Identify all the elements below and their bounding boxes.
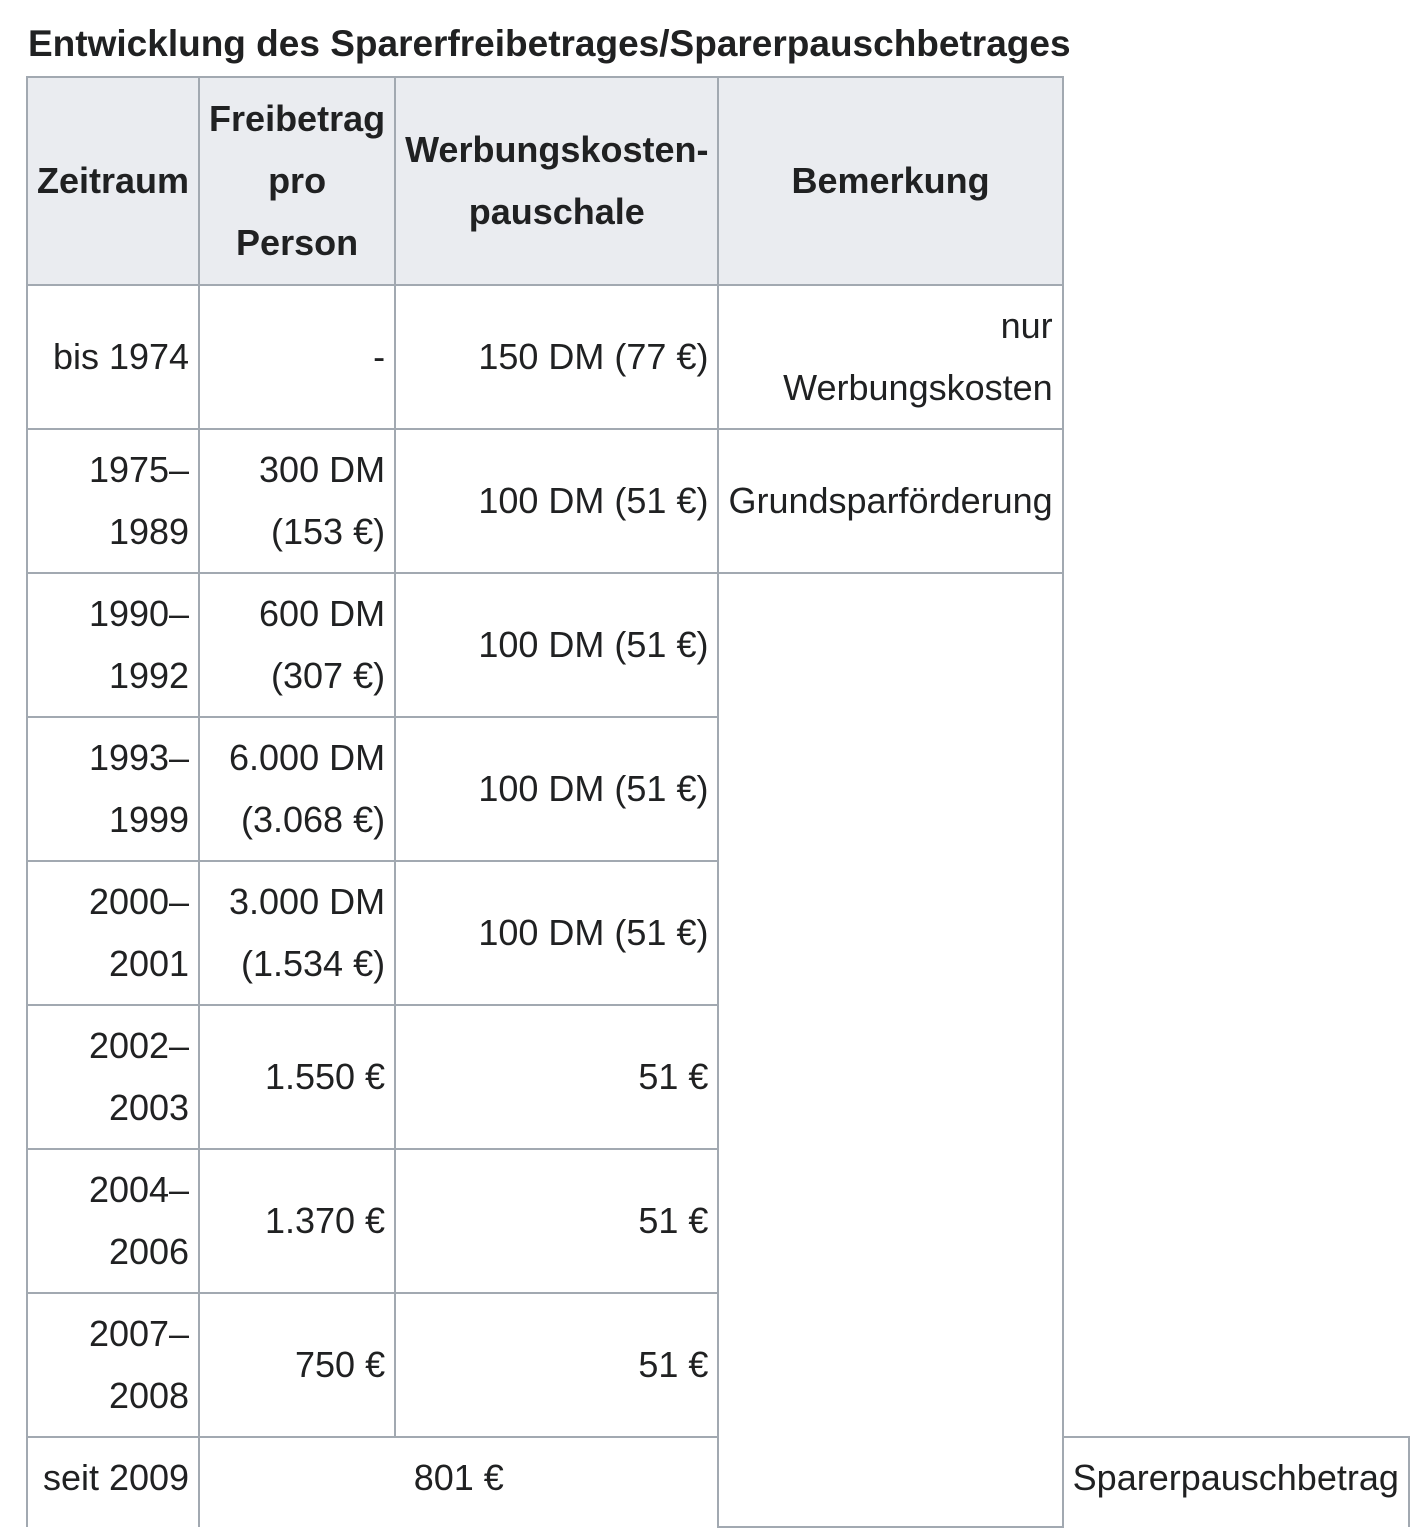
cell-text: (307 €) [271, 655, 386, 696]
cell-freibetrag [199, 1293, 395, 1437]
table-row [27, 1437, 1409, 1527]
cell-text: 2006 [108, 1231, 190, 1272]
cell-werbungskosten: 100 DM (51 €) [395, 861, 718, 1005]
table-row [27, 285, 1409, 429]
cell-zeitraum [27, 861, 199, 1005]
cell-zeitraum: seit 2009 [27, 1437, 199, 1527]
cell-text: 1990– [88, 593, 190, 634]
cell-text: 750 € [295, 1344, 386, 1385]
cell-text: 1.370 € [264, 1200, 386, 1241]
savings-allowance-table [26, 76, 1410, 1528]
cell-werbungskosten: 100 DM (51 €) [395, 717, 718, 861]
cell-werbungskosten: 100 DM (51 €) [395, 429, 718, 573]
cell-bemerkung-empty [718, 573, 1062, 1527]
cell-werbungskosten: 51 € [395, 1005, 718, 1149]
table-caption: Entwicklung des Sparerfreibetrages/Sparerpauschbetrages [28, 23, 1071, 64]
header-zeitraum: Zeitraum [27, 77, 199, 285]
cell-bemerkung: Sparerpauschbetrag [1063, 1437, 1409, 1527]
cell-werbungskosten: 100 DM (51 €) [395, 573, 718, 717]
cell-zeitraum [27, 1293, 199, 1437]
cell-zeitraum [27, 573, 199, 717]
cell-text: nur [1000, 305, 1053, 346]
cell-text: 1989 [108, 511, 190, 552]
cell-text: 2000– [88, 881, 190, 922]
cell-freibetrag [199, 1005, 395, 1149]
table-row [27, 1149, 1409, 1293]
header-freibetrag-line: Person [236, 222, 359, 263]
cell-text: 2004– [88, 1169, 190, 1210]
cell-text: 2002– [88, 1025, 190, 1066]
cell-freibetrag [199, 429, 395, 573]
cell-text: 1.550 € [264, 1056, 386, 1097]
cell-zeitraum [27, 285, 199, 429]
cell-freibetrag [199, 285, 395, 429]
cell-text: (153 €) [271, 511, 386, 552]
cell-text: (1.534 €) [241, 943, 386, 984]
cell-text: 2008 [108, 1375, 190, 1416]
header-freibetrag [199, 77, 395, 285]
table-row [27, 1005, 1409, 1149]
cell-zeitraum [27, 717, 199, 861]
cell-werbungskosten: 150 DM (77 €) [395, 285, 718, 429]
cell-text: 2007– [88, 1313, 190, 1354]
cell-text: 300 DM [259, 449, 386, 490]
table-row [27, 861, 1409, 1005]
cell-text: 1992 [108, 655, 190, 696]
cell-freibetrag [199, 717, 395, 861]
table-row [27, 1293, 1409, 1437]
cell-werbungskosten: 51 € [395, 1149, 718, 1293]
header-bemerkung: Bemerkung [718, 77, 1062, 285]
cell-zeitraum [27, 1005, 199, 1149]
table-row [27, 429, 1409, 573]
header-row [27, 77, 1409, 285]
header-freibetrag-line: Freibetrag [209, 98, 386, 139]
cell-werbungskosten: 51 € [395, 1293, 718, 1437]
cell-text: - [373, 336, 386, 377]
header-werbungskosten-line: Werbungskosten- [405, 129, 709, 170]
header-werbungskosten [395, 77, 718, 285]
cell-text: bis 1974 [52, 336, 190, 377]
cell-text: 6.000 DM [229, 737, 386, 778]
cell-text: Werbungskosten [783, 367, 1053, 408]
table-row [27, 573, 1409, 717]
table-row [27, 717, 1409, 861]
cell-zeitraum [27, 429, 199, 573]
cell-bemerkung [718, 429, 1062, 573]
cell-text: (3.068 €) [241, 799, 386, 840]
cell-freibetrag [199, 573, 395, 717]
cell-text: 2001 [108, 943, 190, 984]
header-werbungskosten-line: pauschale [468, 191, 645, 232]
cell-zeitraum [27, 1149, 199, 1293]
cell-text: Grundsparförderung [728, 480, 1053, 521]
cell-text: 1999 [108, 799, 190, 840]
cell-freibetrag [199, 1149, 395, 1293]
cell-combined: 801 € [199, 1437, 718, 1527]
cell-text: 1975– [88, 449, 190, 490]
header-freibetrag-line: pro [268, 160, 327, 201]
cell-text: 3.000 DM [229, 881, 386, 922]
cell-bemerkung [718, 285, 1062, 429]
cell-freibetrag [199, 861, 395, 1005]
cell-text: 600 DM [259, 593, 386, 634]
cell-text: 2003 [108, 1087, 190, 1128]
cell-text: 1993– [88, 737, 190, 778]
